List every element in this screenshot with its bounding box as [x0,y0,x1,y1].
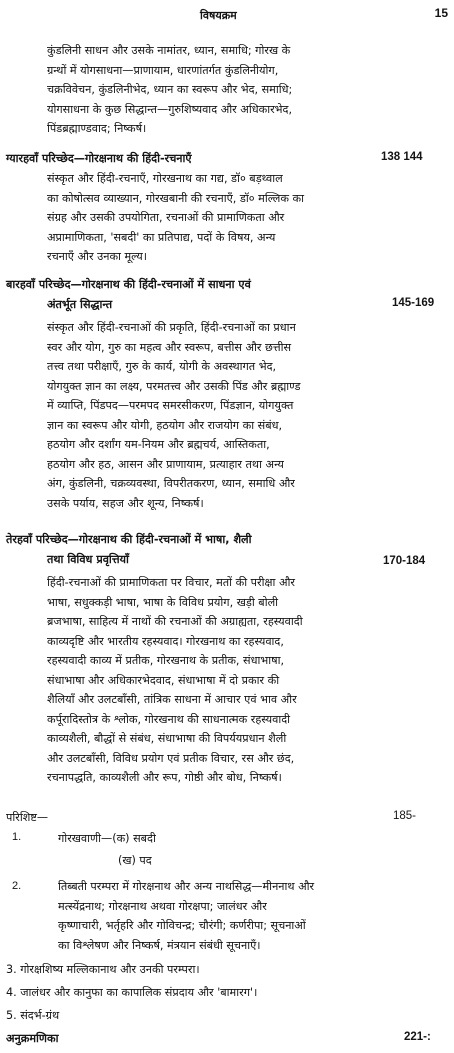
text-line: कुंडलिनी साधन और उसके नामांतर, ध्यान, समाधि; गोरख के [47,44,291,57]
text-line: और उलटबाँसी, विविध प्रयोग एवं प्रतीक विचार, रस और छंद, [47,751,295,765]
chapter-13-pages: 170-184 [383,555,426,567]
text-line: अप्रामाणिकता, 'सबदी' का प्रतिपाद्य, पदों के विषय, अन्य [47,230,276,244]
text-line: संस्कृत और हिंदी-रचनाओं की प्रकृति, हिंदी-रचनाओं का प्रधान [47,321,296,334]
text-line: संग्रह और उसकी उपयोगिता, रचनाओं की प्रामाणिकता और [47,211,285,224]
text-line: का विश्लेषण और निष्कर्ष, मंत्रयान संबंधी सूचनाएँ। [58,938,261,952]
text-line: कर्पूरादिस्तोत्र के श्लोक, गोरखनाथ की साधनात्मक रहस्यवादी [47,712,291,726]
text-line: में व्याप्ति, पिंडपद—परमपद समरसीकरण, पिंडज्ञान, योगयुक्त [47,399,294,412]
text-line: कृष्णाचारी, भर्तृहरि और गोविचन्द्र; चौरंगी; कर्णरीपा; सूचनाओं [58,919,306,932]
appendix-heading: परिशिष्ट— [6,811,49,824]
chapter-12-summary [47,318,365,513]
text-line: स्वर और योग, गुरु का महत्व और स्वरूप, बत्तीस और छत्तीस [47,340,292,354]
text-line: संस्कृत और हिंदी-रचनाएँ, गोरखनाथ का गद्य, डॉ० बड़थ्वाल [47,172,283,185]
text-line: शैलियाँ और उलटबाँसी, तांत्रिक साधना में आचार एवं भाव और [47,693,297,706]
index-pages: 221-: [404,1031,431,1043]
text-line: संधाभाषा और अधिकारभेदवाद, संधाभाषा में दो प्रकार की [47,673,280,687]
chapter-11-heading: ग्यारहवाँ परिच्छेद—गोरक्षनाथ की हिंदी-रचनाएँ [6,152,192,165]
text-line: रचनाएँ और उनका मूल्य। [47,250,148,263]
running-header-title: विषयक्रम [200,9,237,22]
text-line: काव्यदृष्टि और भारतीय रहस्यवाद। गोरखनाथ का रहस्यवाद, [47,634,284,648]
text-line: काव्यशैली, बौद्धों से संबंध, संधाभाषा की विपर्ययप्रधान शैली [47,732,287,745]
text-line: ज्ञान का स्वरूप और योगी, हठयोग और राजयोग का संबंध, [47,418,283,432]
text-line: हठयोग और हठ, आसन और प्राणायाम, प्रत्याहार तथा अन्य [47,457,284,471]
chapter-13-summary [47,573,365,788]
text-line: हिंदी-रचनाओं की प्रामाणिकता पर विचार, मतों की परीक्षा और [47,576,295,589]
text-line: पिंडब्रह्माण्डवाद; निष्कर्ष। [47,122,147,135]
chapter-11-summary [47,169,365,267]
text-line: मत्स्येंद्रनाथ; गोरक्षनाथ अथवा गोरक्षपा; जालंधर और [58,899,267,913]
text-line: अंग, कुंडलिनी, चक्रव्यवस्था, विपरीतकरण, ध्यान, समाधि और [47,477,295,490]
appendix-item-5: 5. संदर्भ-ग्रंथ [6,1009,60,1022]
appendix-item-2-number: 2. [12,880,22,892]
appendix-item-3: 3. गोरक्षशिष्य मल्लिकानाथ और उनकी परम्परा। [6,963,200,976]
appendix-item-1-line: (ख) पद [118,854,152,867]
text-line: योगयुक्त ज्ञान का लक्ष्य, परमतत्त्व और उसकी पिंड और ब्रह्माण्ड [47,379,301,393]
page-number: 15 [434,6,448,20]
index-heading: अनुक्रमणिका [6,1032,59,1045]
text-line: तिब्बती परम्परा में गोरक्षनाथ और अन्य नाथसिद्ध—मीननाथ और [58,880,315,893]
text-line: चक्रविवेचन, कुंडलिनीभेद, ध्यान का स्वरूप और भेद, समाधि; [47,83,293,96]
chapter-12-heading: बारहवाँ परिच्छेद—गोरक्षनाथ की हिंदी-रचनाओं में साधना एवं अंतर्भूत सिद्धान्त [6,278,251,311]
chapter-11-pages: 138 144 [381,151,423,163]
text-line: ग्रन्थों में योगसाधना—प्राणायाम, धारणांतर्गत कुंडलिनीयोग, [47,63,279,77]
text-line: रहस्यवादी काव्य में प्रतीक, गोरखनाथ के प्रतीक, संधाभाषा, [47,654,285,667]
text-line: योगसाधना के कुछ सिद्धान्त—गुरुशिष्यवाद और अधिकारभेद, [47,102,293,116]
text-line: हठयोग और दर्शांग यम-नियम और ब्रह्मचर्य, आस्तिकता, [47,438,270,451]
intro-paragraph [47,41,365,139]
text-line: भाषा, सधुक्कड़ी भाषा, भाषा के विविध प्रयोग, खड़ी बोली [47,595,279,609]
text-line: रचनापद्धति, काव्यशैली और रूप, गोष्ठी और बोध, निष्कर्ष। [47,771,282,784]
text-line: उसके पर्याय, सहज और शून्य, निष्कर्ष। [47,496,204,510]
appendix-pages: 185- [393,810,417,822]
chapter-12-pages: 145-169 [392,297,435,309]
text-line: ब्रजभाषा, साहित्य में नाथों की रचनाओं की अग्राह्यता, रहस्यवादी [47,615,303,628]
appendix-item-4: 4. जालंधर और कानुफा का कापालिक संप्रदाय और 'बामारग'। [6,986,258,999]
text-line: तत्त्व तथा परीक्षाएँ, गुरु के कार्य, योगी के अवस्थागत भेद, [47,360,277,373]
text-line: का कोषोत्सव व्याख्यान, गोरखबानी की रचनाएँ, डॉ० मल्लिक का [47,191,305,205]
appendix-item-2-text [58,877,365,955]
chapter-13-heading: तेरहवाँ परिच्छेद—गोरक्षनाथ की हिंदी-रचनाओं में भाषा, शैली तथा विविध प्रवृत्तियाँ [6,533,252,566]
appendix-item-1-number: 1. [12,831,22,843]
appendix-item-1-line: गोरखवाणी—(क) सबदी [58,832,156,845]
